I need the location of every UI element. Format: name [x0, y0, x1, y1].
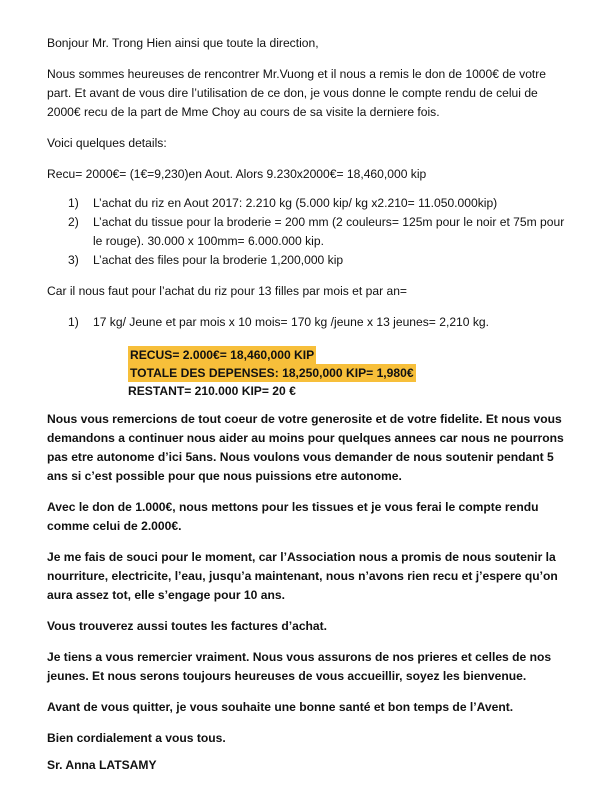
- list-item: [47, 213, 572, 251]
- list-number: 3): [68, 253, 79, 267]
- body-paragraph-6: Avant de vous quitter, je vous souhaite une bonne santé et bon temps de l’Avent.: [47, 700, 514, 714]
- body-paragraph-4: Vous trouverez aussi toutes les factures d’achat.: [47, 619, 328, 633]
- rice-intro: Car il nous faut pour l’achat du riz pour 13 filles par mois et par an=: [47, 284, 407, 298]
- closing-line: Bien cordialement a vous tous.: [47, 731, 226, 745]
- list-text: 17 kg/ Jeune et par mois x 10 mois= 170 kg /jeune x 13 jeunes= 2,210 kg.: [93, 315, 489, 329]
- total-expenses-highlight: TOTALE DES DEPENSES: 18,250,000 KIP= 1,980€: [130, 366, 414, 380]
- body-paragraph-2: Avec le don de 1.000€, nous mettons pour les tissues et je vous ferai le compte rendu comme celui de 2.000€.: [47, 500, 539, 533]
- rice-calc-list: [47, 313, 572, 332]
- summary-block: [128, 346, 572, 400]
- list-number: 1): [68, 196, 79, 210]
- list-number: 2): [68, 215, 79, 229]
- list-item: [47, 251, 572, 270]
- receipt-line: Recu= 2000€= (1€=9,230)en Aout. Alors 9.230x2000€= 18,460,000 kip: [47, 167, 427, 181]
- greeting: Bonjour Mr. Trong Hien ainsi que toute la direction,: [47, 36, 319, 50]
- details-heading: Voici quelques details:: [47, 136, 167, 150]
- intro-paragraph: Nous sommes heureuses de rencontrer Mr.Vuong et il nous a remis le don de 1000€ de votre part. Et avant de vous dire l’utilisation de ce don, je vous donne le compte rendu de celui de 2000€ recu de la part de Mme Choy au cours de sa visite la derniere fois.: [47, 67, 547, 119]
- body-paragraph-5: Je tiens a vous remercier vraiment. Nous vous assurons de nos prieres et celles de nos jeunes. Et nous serons toujours heureuses de vous accueillir, soyez les bienvenue.: [47, 650, 552, 683]
- list-text: L’achat du riz en Aout 2017: 2.210 kg (5.000 kip/ kg x2.210= 11.050.000kip): [93, 196, 498, 210]
- list-item: [47, 313, 572, 332]
- body-paragraph-1: Nous vous remercions de tout coeur de votre generosite et de votre fidelite. Et nous vous demandons a continuer nous aider au moins pour quelques annees car nous ne pourrons pas etre autonome d’ici 5ans. Nous voulons vous demander de nous soutenir pendant 5 ans si c’est possible pour que nous puissions etre autonome.: [47, 412, 564, 483]
- signature: Sr. Anna LATSAMY: [47, 758, 157, 772]
- list-number: 1): [68, 315, 79, 329]
- received-highlight: RECUS= 2.000€= 18,460,000 KIP: [130, 348, 315, 362]
- list-item: [47, 194, 572, 213]
- list-text: L’achat des files pour la broderie 1,200,000 kip: [93, 253, 344, 267]
- purchase-list: [47, 194, 572, 270]
- remaining-amount: RESTANT= 210.000 KIP= 20 €: [128, 384, 296, 398]
- body-paragraph-3: Je me fais de souci pour le moment, car l’Association nous a promis de nous soutenir la nourriture, electricite, l’eau, jusqu’a maintenant, nous n’avons rien recu et j’espere qu’on aura assez tot, elle s’engage pour 10 ans.: [47, 550, 558, 602]
- list-text: L’achat du tissue pour la broderie = 200 mm (2 couleurs= 125m pour le noir et 75m pour le rouge). 30.000 x 100mm= 6.000.000 kip.: [93, 215, 565, 248]
